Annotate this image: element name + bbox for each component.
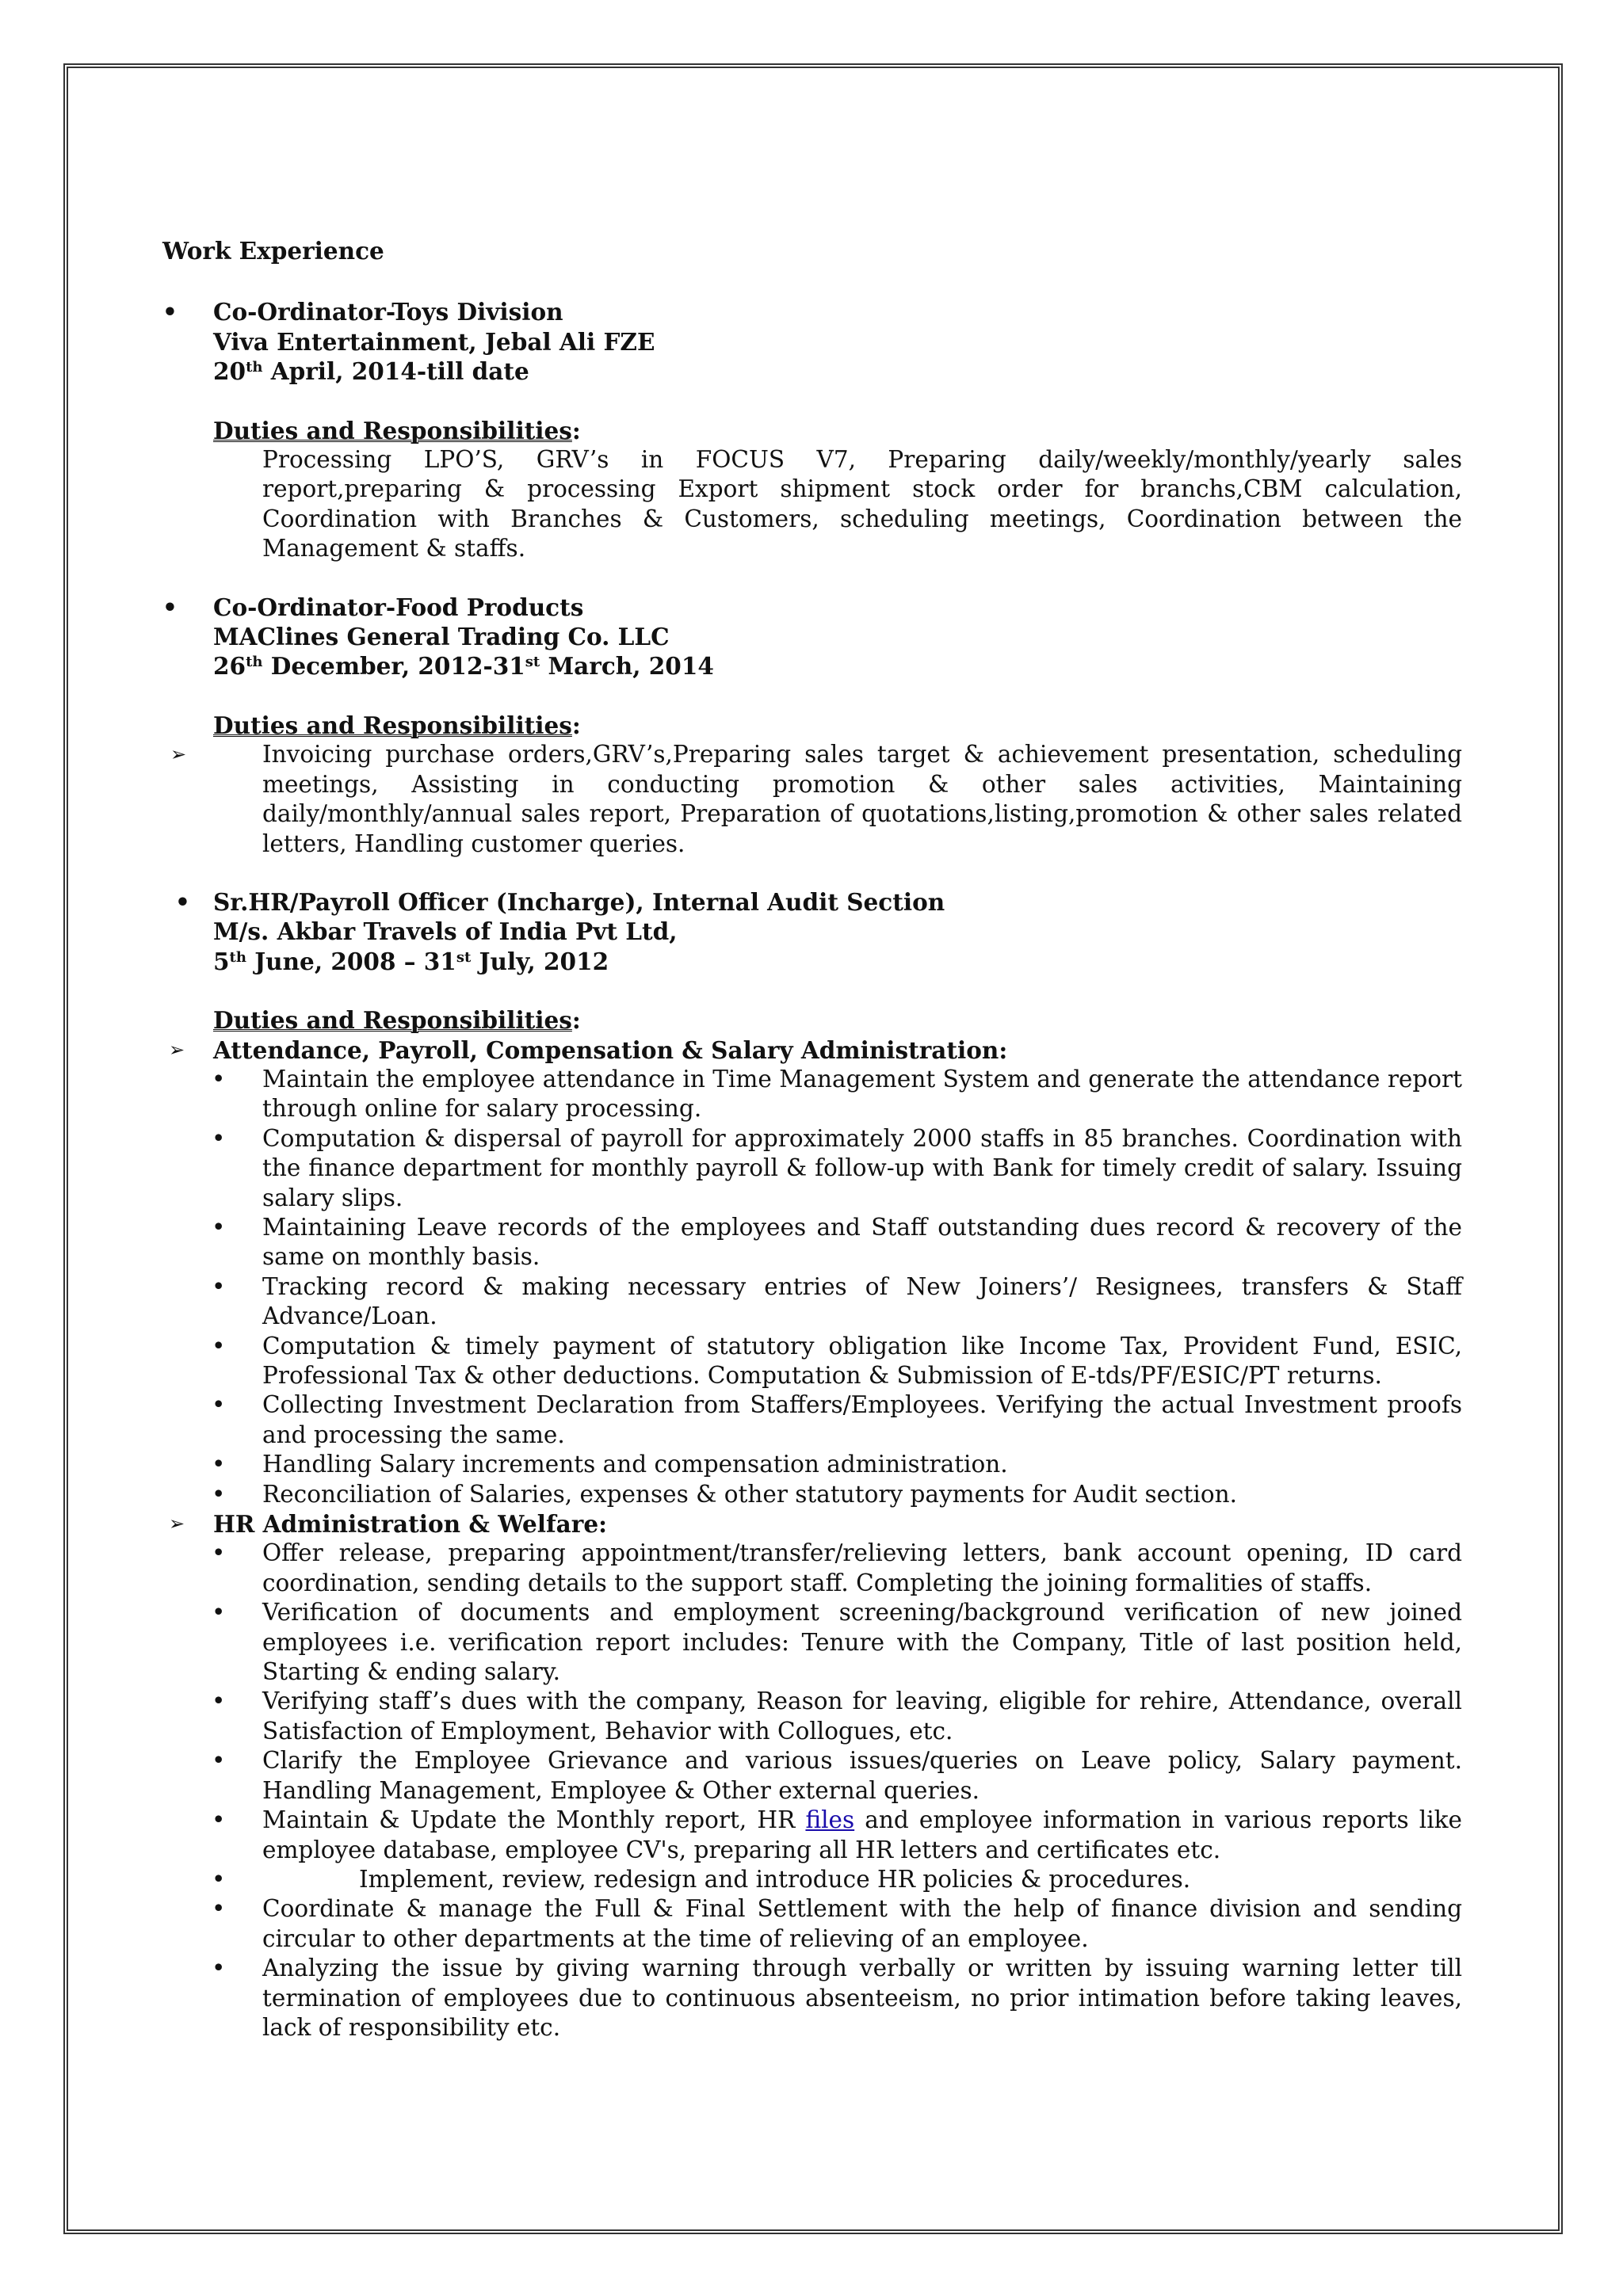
duties-heading: Duties and Responsibilities: (213, 416, 581, 444)
job-dates: 26th December, 2012-31st March, 2014 (213, 652, 714, 681)
list-item: • Computation & dispersal of payroll for approximately 2000 staffs in 85 branches. Coordination with the finance department for monthly payroll & follow-up with Bank for timely credit of salary. Issuing salary slips. (212, 1124, 1462, 1211)
bullet-icon: • (212, 1213, 226, 1241)
duties-text: ➢ Invoicing purchase orders,GRV’s,Preparing sales target & achievement presentation, scheduling meetings, Assisting in conducting promotion & other sales activities, Maintaining daily/monthly/annual sales report, Preparation of quotations,listing,promotion & other sales related letters, Handling customer queries. (170, 741, 1462, 857)
job-dates: 20th April, 2014-till date (213, 357, 529, 386)
job-entry (162, 593, 1462, 859)
sub-heading-payroll: ➢ Attendance, Payroll, Compensation & Salary Administration: (169, 1035, 1008, 1064)
bullet-icon: • (212, 1806, 226, 1834)
hr-admin-list (162, 1539, 1462, 2042)
bullet-icon: • (212, 1272, 226, 1300)
duties-text: Processing LPO’S, GRV’s in FOCUS V7, Preparing daily/weekly/monthly/yearly sales report,preparing & processing Export shipment stock order for branchs,CBM calculation, Coordination with Branches & Customers, scheduling meetings, Coordination between the Management & staffs. (262, 446, 1462, 563)
job-company: M/s. Akbar Travels of India Pvt Ltd, (213, 917, 678, 946)
list-item: • Handling Salary increments and compensation administration. (262, 1450, 1462, 1479)
list-item: • Verifying staff’s dues with the company, Reason for leaving, eligible for rehire, Attendance, overall Satisfaction of Employment, Behavior with Collogues, etc. (212, 1688, 1462, 1745)
bullet-icon: • (212, 1688, 226, 1715)
arrow-bullet-icon: ➢ (169, 1512, 185, 1535)
duties-heading: Duties and Responsibilities: (213, 711, 581, 739)
list-item: • Maintain the employee attendance in Time Management System and generate the attendance report through online for salary processing. (212, 1065, 1462, 1123)
list-item: • Offer release, preparing appointment/transfer/relieving letters, bank account opening, ID card coordination, sending details to the support staff. Completing the joining formalities of staffs. (212, 1539, 1462, 1596)
bullet-icon: • (212, 1124, 226, 1152)
list-item: • Maintain & Update the Monthly report, HR files and employee information in various reports like employee database, employee CV's, preparing all HR letters and certificates etc. (212, 1806, 1462, 1863)
bullet-icon: • (212, 1480, 226, 1508)
section-title: Work Experience (162, 237, 384, 265)
files-link[interactable]: files (805, 1806, 855, 1834)
bullet-icon: • (212, 1539, 226, 1567)
payroll-list (162, 1065, 1462, 1509)
duties-heading: Duties and Responsibilities: (213, 1006, 581, 1035)
sub-heading-hr-admin: ➢ HR Administration & Welfare: (169, 1510, 607, 1539)
bullet-icon: • (212, 1451, 226, 1478)
bullet-icon: • (212, 1747, 226, 1775)
bullet-icon: • (212, 1599, 226, 1627)
job-dates: 5th June, 2008 – 31st July, 2012 (213, 947, 609, 975)
job-header (213, 593, 1462, 681)
job-entry (162, 887, 1462, 2042)
bullet-icon: • (212, 1332, 226, 1360)
arrow-bullet-icon: ➢ (169, 1038, 185, 1061)
list-item: • Maintaining Leave records of the employees and Staff outstanding dues record & recovery of the same on monthly basis. (212, 1213, 1462, 1271)
arrow-bullet-icon: ➢ (170, 743, 187, 766)
list-item: • Reconciliation of Salaries, expenses & other statutory payments for Audit section. (262, 1480, 1462, 1509)
job-company: Viva Entertainment, Jebal Ali FZE (213, 327, 655, 356)
list-item: • Computation & timely payment of statutory obligation like Income Tax, Provident Fund, ESIC, Professional Tax & other deductions. Computation & Submission of E-tds/PF/ESIC/PT returns. (212, 1332, 1462, 1389)
bullet-icon: • (212, 1955, 226, 1982)
list-item: • Coordinate & manage the Full & Final Settlement with the help of finance division and sending circular to other departments at the time of relieving of an employee. (212, 1895, 1462, 1952)
bullet-icon: • (175, 887, 190, 916)
job-entry (162, 297, 1462, 563)
job-company: MAClines General Trading Co. LLC (213, 623, 670, 651)
list-item: • Verification of documents and employment screening/background verification of new joined employees i.e. verification report includes: Tenure with the Company, Title of last position held, Starting & ending salary. (212, 1599, 1462, 1686)
bullet-icon: • (162, 593, 178, 621)
list-item: • Collecting Investment Declaration from Staffers/Employees. Verifying the actual Investment proofs and processing the same. (212, 1391, 1462, 1448)
bullet-icon: • (212, 1865, 226, 1893)
job-title: Co-Ordinator-Toys Division (213, 298, 563, 326)
list-item: • Implement, review, redesign and introduce HR policies & procedures. (262, 1865, 1462, 1894)
job-title: Co-Ordinator-Food Products (213, 593, 584, 621)
job-title: Sr.HR/Payroll Officer (Incharge), Internal Audit Section (213, 887, 945, 916)
bullet-icon: • (212, 1895, 226, 1923)
list-item: • Analyzing the issue by giving warning through verbally or written by issuing warning letter till termination of employees due to continuous absenteeism, no prior intimation before taking leaves, lack of responsibility etc. (212, 1955, 1462, 2041)
list-item: • Tracking record & making necessary entries of New Joiners’/ Resignees, transfers & Staff Advance/Loan. (212, 1272, 1462, 1330)
job-header (213, 297, 1462, 386)
resume-content (162, 236, 1462, 2071)
bullet-icon: • (162, 298, 178, 326)
job-header (213, 887, 1462, 976)
bullet-icon: • (212, 1065, 226, 1093)
list-item: • Clarify the Employee Grievance and various issues/queries on Leave policy, Salary payment. Handling Management, Employee & Other external queries. (212, 1747, 1462, 1804)
bullet-icon: • (212, 1391, 226, 1419)
